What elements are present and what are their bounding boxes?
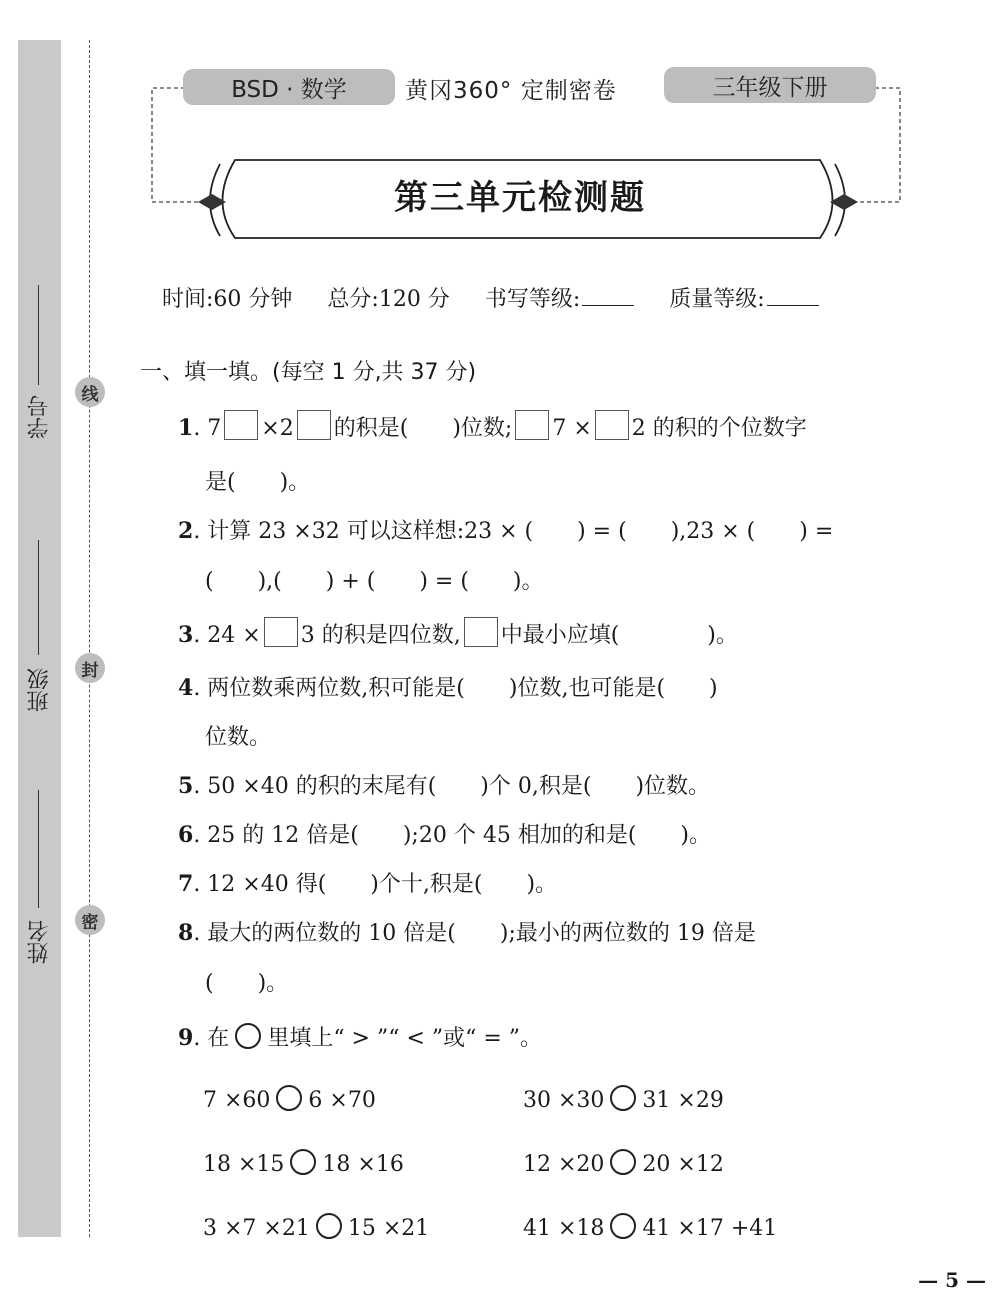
student-id-blank (38, 285, 39, 385)
answer-box[interactable] (224, 410, 258, 440)
series-title: 黄冈360° 定制密卷 (405, 78, 617, 104)
cut-line (89, 40, 90, 1237)
compare-circle[interactable] (610, 1149, 636, 1175)
compare-circle[interactable] (316, 1213, 342, 1239)
question-3: 3. 24 × 3 的积是四位数, 中最小应填( )。 (178, 617, 738, 649)
seal-feng: 封 (75, 653, 105, 683)
question-2: 2. 计算 23 ×32 可以这样想:23 × ( ) = ( ),23 × ( ) = (178, 518, 834, 544)
total-info: 总分:120 分 (327, 287, 450, 312)
section-heading: 一、填一填。(每空 1 分,共 37 分) (140, 360, 477, 385)
student-id-label: 学号 (27, 395, 52, 439)
question-4: 4. 两位数乘两位数,积可能是( )位数,也可能是( ) (178, 675, 718, 701)
time-info: 时间:60 分钟 (162, 287, 293, 312)
writing-grade-blank[interactable] (582, 305, 634, 306)
compare-item: 30 ×30 31 ×29 (523, 1085, 724, 1113)
subject-pill: BSD · 数学 (183, 69, 395, 105)
circle-icon (235, 1023, 261, 1049)
question-1: 1. 7 ×2 的积是( )位数; 7 × 2 的积的个位数字 (178, 410, 807, 442)
compare-circle[interactable] (290, 1149, 316, 1175)
answer-box[interactable] (595, 410, 629, 440)
question-6: 6. 25 的 12 倍是( );20 个 45 相加的和是( )。 (178, 822, 711, 848)
class-label: 班级 (27, 668, 52, 712)
binding-strip (18, 40, 61, 1237)
quality-grade: 质量等级: (669, 287, 818, 312)
question-8: 8. 最大的两位数的 10 倍是( );最小的两位数的 19 倍是 (178, 920, 756, 946)
compare-circle[interactable] (610, 1085, 636, 1111)
compare-item: 3 ×7 ×21 15 ×21 (203, 1213, 429, 1241)
grade-pill: 三年级下册 (664, 67, 876, 103)
question-4-line2: 位数。 (205, 725, 272, 750)
question-9: 9. 在 里填上“ > ”“ < ”或“ = ”。 (178, 1025, 543, 1051)
name-label: 姓名 (27, 920, 52, 964)
quality-grade-blank[interactable] (767, 305, 819, 306)
compare-circle[interactable] (610, 1213, 636, 1239)
name-blank (38, 790, 39, 908)
page-number: — 5 — (918, 1268, 986, 1292)
exam-info (162, 282, 819, 313)
question-7: 7. 12 ×40 得( )个十,积是( )。 (178, 871, 558, 897)
seal-mi: 密 (75, 905, 105, 935)
answer-box[interactable] (297, 410, 331, 440)
answer-box[interactable] (515, 410, 549, 440)
question-8-line2: ( )。 (205, 971, 289, 996)
question-5: 5. 50 ×40 的积的末尾有( )个 0,积是( )位数。 (178, 773, 711, 799)
question-1-line2: 是( )。 (205, 470, 311, 495)
compare-item: 41 ×18 41 ×17 +41 (523, 1213, 777, 1241)
page-title: 第三单元检测题 (394, 178, 646, 218)
class-blank (38, 540, 39, 655)
compare-item: 7 ×60 6 ×70 (203, 1085, 376, 1113)
compare-circle[interactable] (276, 1085, 302, 1111)
seal-xian: 线 (75, 377, 105, 407)
answer-box[interactable] (264, 617, 298, 647)
question-2-line2: ( ),( ) + ( ) = ( )。 (205, 569, 544, 594)
compare-item: 18 ×15 18 ×16 (203, 1149, 404, 1177)
compare-item: 12 ×20 20 ×12 (523, 1149, 724, 1177)
answer-box[interactable] (464, 617, 498, 647)
writing-grade: 书写等级: (485, 287, 634, 312)
